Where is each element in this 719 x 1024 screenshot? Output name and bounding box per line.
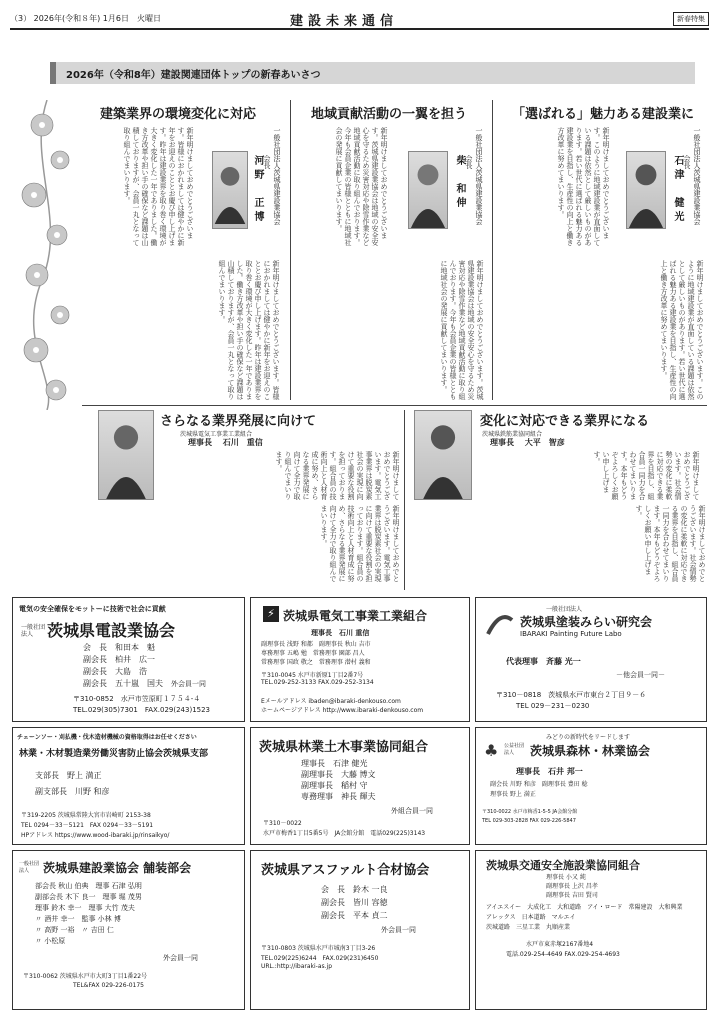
flower-decoration	[12, 100, 82, 410]
ad-hoso	[12, 850, 245, 1010]
greeting-body-continued: 新年明けましておめでとうございます。このように地域建設業が直面している課題は依然として厳しいものがあります。若い世代に選ばれる魅力ある建設業を目指し、生産性の向上と働き方改革に努めてまいります。	[660, 260, 704, 400]
ad-tagline: チェーンソー・刈払機・伐木造材機械の資格取得はお任せください	[17, 734, 197, 741]
officer-role: 副支部長	[35, 787, 67, 796]
officer-role: 理事長	[301, 759, 325, 768]
greeting-org: 茨城県鉄筋業協同組合	[482, 431, 543, 438]
ad-chief: 代表理事 斉藤 光一	[506, 657, 581, 666]
greeting-1	[82, 95, 282, 405]
ad-shinrin	[475, 727, 707, 845]
ad-rindo	[250, 727, 470, 845]
ad-tel: TEL.029-252-3133 FAX.029-252-3134	[261, 679, 374, 686]
ad-tagline: みどりの新時代をリードします	[546, 734, 631, 741]
ad-name: 茨城県電気工事業工業組合	[283, 609, 428, 623]
ad-officers: 部会長 秋山 伯典 理事 石津 弘明 副部会長 木下 良一 理事 堀 茂男 理事 鈴木 幸一 理事 大竹 茂夫 〃 酒井 幸一 監事 小林 博 〃 高野 一裕 〃 吉田 仁 〃 小松原	[35, 882, 142, 945]
ad-address: 〒310-0022 水戸市梅香1-5-5 JA会館分館	[482, 809, 578, 815]
ad-tel: TEL 029-303-2828 FAX 029-226-5847	[482, 818, 576, 824]
ad-officers: 理事長 小又 純 副理事長 上沢 昌孝 副理事長 吉田 賢司	[546, 874, 598, 899]
officer-name: 神長 輝夫	[341, 792, 376, 801]
ad-prefix: 一般社団法人	[19, 861, 40, 874]
ad-kotsu	[475, 850, 707, 1010]
ad-tel: TEL.029(305)7301 FAX.029(243)1523	[73, 706, 211, 714]
ad-address: 〒319-2205 茨城県常陸大宮市岩崎町 2153-38	[21, 812, 151, 819]
ad-members: 外組合員一同	[391, 807, 433, 815]
officer-role: 副理事長	[301, 781, 333, 790]
ad-members: 外会員一同	[163, 954, 198, 962]
ad-name: 茨城県塗装みらい研究会	[520, 615, 653, 629]
portrait-photo	[408, 151, 448, 229]
greeting-name: 柴 和伸	[454, 155, 465, 211]
greeting-name: 大平 智彦	[524, 438, 565, 447]
ad-address: 〒310-0852 水戸市笠原町１７５４-４	[73, 695, 201, 703]
newspaper-title: 建設未来通信	[290, 14, 399, 29]
greeting-officer	[490, 437, 565, 448]
greeting-org: 一般社団法人茨城県建設業協会	[273, 127, 281, 225]
officer-name: 柏井 広一	[115, 655, 155, 664]
officer-role: 副会長	[321, 898, 345, 907]
ad-prefix: 一般社団法人	[546, 606, 583, 613]
greeting-4	[90, 405, 400, 590]
greeting-body-continued: 新年明けましておめでとうございます。社会情勢の変化に柔軟に対応できる業界を目指し、組合員一同力を合わせてまいります。本年もどうぞよろしくお願い申し上げます。	[635, 505, 706, 582]
ad-slogan: 電気の安全確保をモットーに技術で社会に貢献	[19, 605, 166, 613]
greeting-org: 一般社団法人茨城県建設業協会	[693, 127, 701, 225]
officer-role: 副会長	[83, 655, 107, 664]
brush-logo-icon	[486, 614, 514, 636]
portrait-photo	[98, 410, 154, 500]
ad-name-en: IBARAKI Painting Future Labo	[520, 630, 622, 638]
ad-web: HPアドレス https://www.wood-ibaraki.jp/rinsaikyo/	[21, 832, 170, 839]
tree-logo-icon: ♣	[484, 741, 499, 760]
greeting-body: 新年明けましておめでとうございます。皆様におかれましては健やかに新年をお迎えのこととお慶び申し上げます。昨年は建設業界を取り巻く環境が大きく変化した一年でありました。働き方改革や担い手の確保など課題は山積しておりますが、会員一丸となって取り組んでまいります。	[123, 127, 194, 246]
ad-member-list: アイエスイー 大成化工 大和道路 アイ・ロード 常陽建設 大和興業 アレックス 日本道路 マルエイ 茨城道路 三星工業 丸順産業	[486, 904, 683, 931]
greeting-heading: 変化に対応できる業界になる	[480, 414, 650, 429]
column-divider	[290, 100, 291, 400]
ad-tel: 電話.029-254-4649 FAX.029-254-4693	[506, 951, 620, 958]
ad-asphalt	[250, 850, 470, 1010]
officer-role: 副理事長	[301, 770, 333, 779]
ad-address: 〒310-0045 水戸市新原1丁目2番7号	[261, 672, 364, 679]
ad-officers	[321, 883, 388, 922]
ad-members: 外会員一同	[381, 926, 416, 934]
greeting-officer	[188, 437, 263, 448]
greeting-body: 新年明けましておめでとうございます。茨城県建設業協会は地域の安全安心を守るため災害対応や除雪作業など地域貢献活動に取り組んでおります。今年も会員企業の皆様とともに地域社会の発展に貢献してまいります。	[335, 127, 388, 246]
ad-officers	[83, 642, 206, 690]
greeting-role: 理事長	[490, 438, 514, 447]
officer-role: 副会長	[83, 667, 107, 676]
ad-tel: 水戸市梅香1丁目5番5号 JA会館分館 電話029(225)3143	[263, 830, 426, 837]
officer-name: 川野 和彦	[75, 787, 110, 796]
special-tag: 新春特集	[673, 12, 709, 26]
ad-name: 茨城県交通安全施設業協同組合	[486, 859, 640, 872]
ad-prefix: 公益社団法人	[504, 743, 525, 756]
ad-officers: 副会長 川野 和彦 副理事長 豊田 稔 理事長 野上 満正	[490, 781, 588, 798]
ad-prefix: 一般社団法人	[21, 624, 46, 638]
greeting-role: 会長	[683, 155, 691, 169]
officer-name: 野上 満正	[67, 771, 102, 780]
ad-address: 〒310－0818 茨城県水戸市東台２丁目９－６	[496, 691, 647, 699]
ad-name: 林業・木材製造業労働災害防止協会茨城県支部	[19, 749, 209, 759]
ad-address: 〒310－0022	[263, 820, 302, 827]
ad-officers	[301, 758, 376, 802]
greeting-heading: 「選ばれる」魅力ある建設業に	[512, 107, 695, 122]
officer-name: 皆川 容徳	[353, 898, 388, 907]
officer-name: 大島 浩	[115, 667, 147, 676]
ad-name: 茨城県森林・林業協会	[530, 744, 651, 758]
greeting-name: 石川 重信	[222, 438, 263, 447]
officer-name: 大藤 博文	[341, 770, 376, 779]
ad-officers: 副理事長 浅野 和都 副理事長 秋山 吉市 専務理事 五嶋 勉 常務理事 園部 昌人 常務理事 国政 敬之 常務理事 潜村 義和	[261, 641, 371, 666]
officer-name: 石津 健光	[333, 759, 368, 768]
ad-tel: TEL 0294－33－5121 FAX 0294－33－5191	[21, 822, 154, 829]
greeting-body: 新年明けましておめでとうございます。このように地域建設業が直面している課題は依然として厳しいものがあります。若い世代に選ばれる魅力ある建設業を目指し、生産性の向上と働き方改革に努めてまいります。	[557, 127, 610, 246]
lightning-logo-icon: ⚡	[263, 606, 279, 622]
issue-date: （3） 2026年(令和８年) 1月6日 火曜日	[10, 14, 161, 23]
officer-role: 支部長	[35, 771, 59, 780]
column-divider	[404, 410, 405, 590]
officer-name: 平本 貞二	[353, 911, 388, 920]
greeting-2	[296, 95, 486, 405]
ad-name: 茨城県電設業協会	[47, 621, 176, 640]
officer-name: 和田本 魁	[115, 643, 155, 652]
ad-name: 茨城県アスファルト合材協会	[261, 863, 430, 878]
greeting-body-continued: 新年明けましておめでとうございます。皆様におかれましては健やかに新年をお迎えのこととお慶び申し上げます。昨年は建設業界を取り巻く環境が大きく変化した一年でありました。働き方改革や担い手の確保など課題は山積しておりますが、会員一丸となって取り組んでまいります。	[218, 260, 280, 400]
officer-role: 副会長	[83, 679, 107, 688]
greeting-name: 石津 健光	[672, 155, 683, 225]
officer-role: 会 長	[321, 885, 345, 894]
ad-officers	[35, 768, 110, 800]
greeting-org: 茨城県電気工事業工業組合	[180, 431, 253, 438]
greeting-role: 会長	[465, 155, 473, 169]
greeting-heading: さらなる業界発展に向けて	[160, 414, 317, 429]
ad-address: 〒310-0062 茨城県水戸市大町3丁目1番22号	[23, 973, 148, 980]
ad-forestry-safety	[12, 727, 245, 845]
section-banner: 2026年（令和8年）建設関連団体トップの新春あいさつ	[50, 62, 695, 84]
portrait-photo	[212, 151, 248, 229]
ad-tel: TEL.029(225)6244 FAX.029(231)6450	[261, 955, 379, 962]
ad-densetsu	[12, 597, 245, 722]
ad-chief: 理事長 石川 重信	[311, 629, 370, 637]
ad-web: ホームページアドレス http://www.ibaraki-denkouso.com	[261, 707, 424, 714]
ad-name: 茨城県林業土木事業協同組合	[259, 740, 429, 755]
greeting-body: 新年明けましておめでとうございます。電気工事業界は脱炭素社会の実現に向けて重要な役割を担っております。組合員の技術向上と人材育成に努め、さらなる業界発展に向けて全力で取り組んでまいります。	[275, 451, 400, 500]
ad-name: 茨城県建設業協会 舗装部会	[43, 861, 192, 875]
greeting-body: 新年明けましておめでとうございます。社会情勢の変化に柔軟に対応できる業界を目指し、組合員一同力を合わせてまいります。本年もどうぞよろしくお願い申し上げます。	[593, 451, 700, 500]
greeting-heading: 建築業界の環境変化に対応	[100, 107, 257, 122]
officer-role: 専務理事	[301, 792, 333, 801]
officer-role: 副会長	[321, 911, 345, 920]
page-header	[10, 10, 709, 30]
greeting-body-continued: 新年明けましておめでとうございます。茨城県建設業協会は地域の安全安心を守るため災害対応や除雪作業など地域貢献活動に取り組んでおります。今年も会員企業の皆様とともに地域社会の発展に貢献してまいります。	[440, 260, 484, 400]
ad-tel: TEL 029－231－0230	[516, 702, 590, 710]
ad-address: 水戸市東赤塚2167番地4	[526, 941, 594, 948]
officer-name: 鈴木 一良	[353, 885, 388, 894]
ad-tel: TEL&FAX 029-226-0175	[73, 982, 145, 989]
ad-chief: 理事長 石井 邦一	[516, 767, 583, 776]
portrait-photo	[626, 151, 666, 229]
ad-web: URL.:http://ibaraki-as.jp	[261, 963, 333, 970]
greeting-3	[498, 95, 706, 405]
greeting-role: 会長	[263, 155, 271, 169]
officer-name: 稲村 守	[341, 781, 368, 790]
portrait-photo	[414, 410, 472, 500]
column-divider	[492, 100, 493, 400]
ad-denki	[250, 597, 470, 722]
greeting-name: 河野 正博	[252, 155, 263, 225]
greeting-org: 一般社団法人茨城県建設業協会	[475, 127, 483, 225]
officer-role: 会 長	[83, 643, 107, 652]
ad-members: 外会員一同	[171, 680, 206, 688]
ad-address: 〒310-0803 茨城県水戸市城南3丁目3-26	[261, 945, 376, 952]
greeting-5	[410, 405, 708, 590]
ad-email: Eメールアドレス ibaden@ibaraki-denkouso.com	[261, 698, 401, 705]
ad-paint	[475, 597, 707, 722]
ad-members: －他会員一同－	[616, 671, 665, 679]
officer-name: 五十嵐 国夫	[115, 679, 163, 688]
greeting-body-continued: 新年明けましておめでとうございます。電気工事業界は脱炭素社会の実現に向けて重要な役割を担っております。組合員の技術向上と人材育成に努め、さらなる業界発展に向けて全力で取り組んでまいります。	[320, 505, 400, 582]
greeting-role: 理事長	[188, 438, 212, 447]
greeting-heading: 地域貢献活動の一翼を担う	[311, 107, 468, 122]
